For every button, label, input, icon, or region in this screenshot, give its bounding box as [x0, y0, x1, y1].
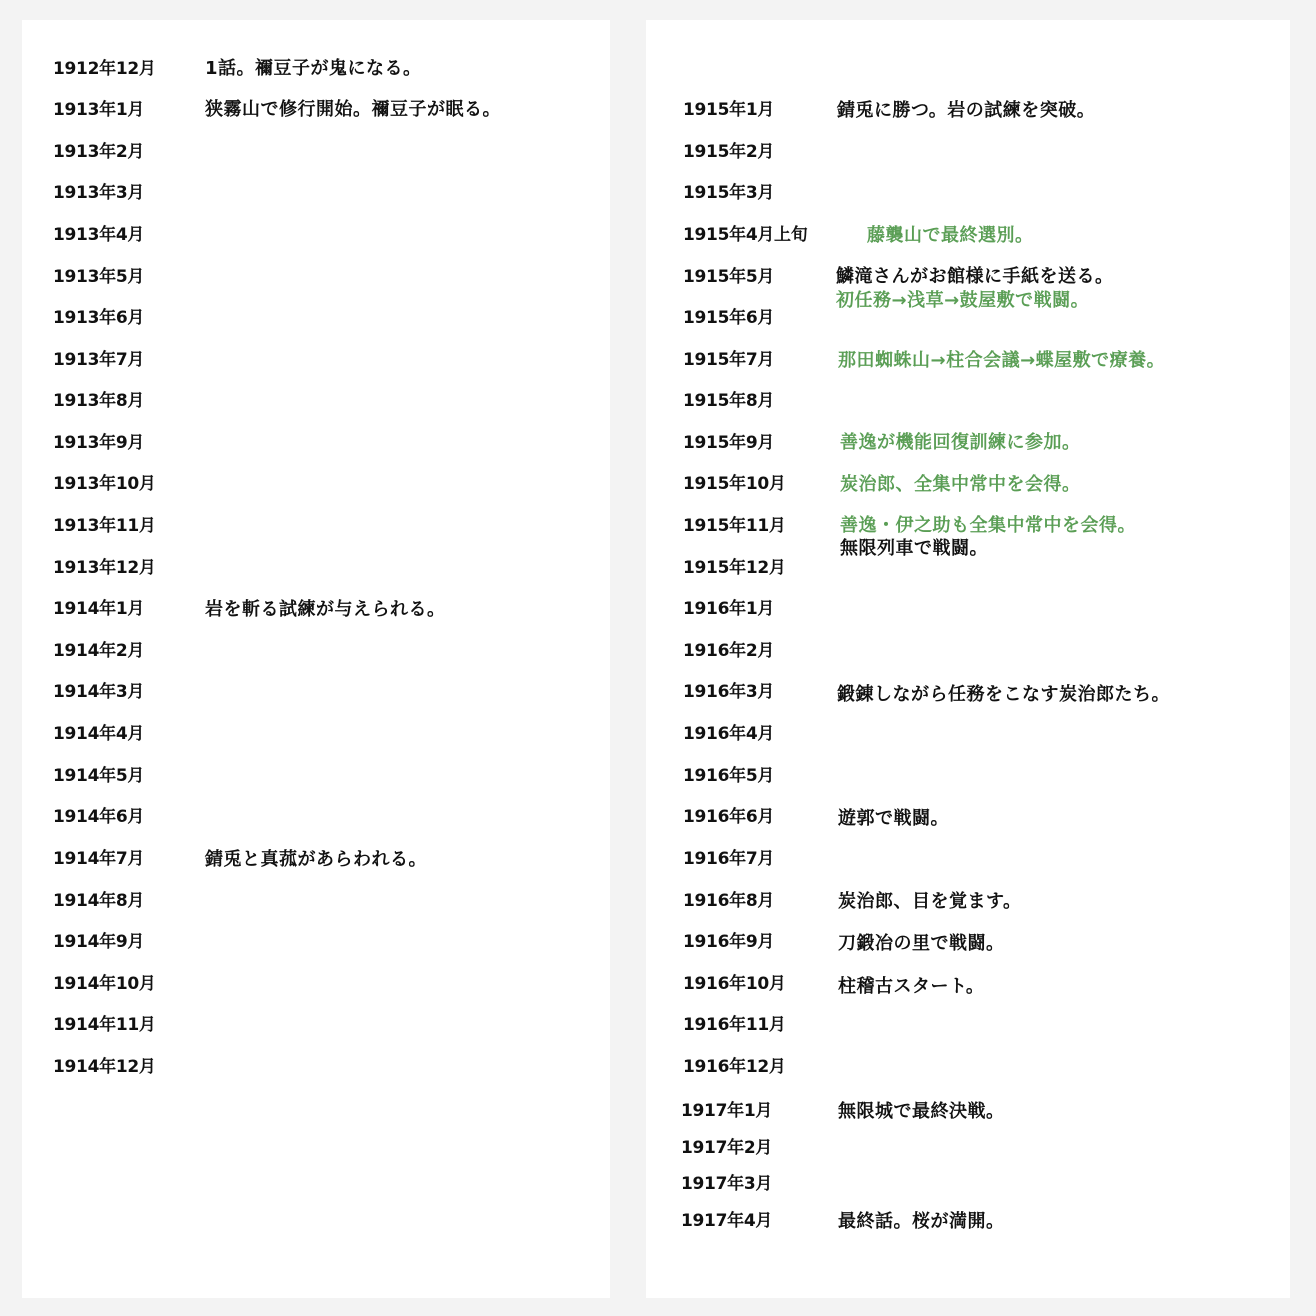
date-label: 1914年7月	[53, 849, 145, 869]
date-label: 1913年2月	[53, 142, 145, 162]
date-label: 1913年8月	[53, 391, 145, 411]
date-label: 1914年9月	[53, 932, 145, 952]
date-label: 1913年7月	[53, 350, 145, 370]
date-label: 1915年9月	[683, 433, 775, 453]
date-label: 1915年2月	[683, 142, 775, 162]
date-label: 1914年11月	[53, 1015, 156, 1035]
event-text: 岩を斬る試練が与えられる。	[205, 599, 446, 620]
event-text-highlight: 善逸・伊之助も全集中常中を会得。	[840, 515, 1136, 536]
event-text: 無限城で最終決戦。	[838, 1101, 1005, 1122]
date-label: 1916年10月	[683, 974, 786, 994]
date-label: 1915年12月	[683, 558, 786, 578]
event-text-highlight: 初任務→浅草→鼓屋敷で戦闘。	[836, 290, 1090, 311]
date-label: 1913年3月	[53, 183, 145, 203]
date-label: 1914年3月	[53, 682, 145, 702]
date-label: 1913年10月	[53, 474, 156, 494]
date-label: 1915年1月	[683, 100, 775, 120]
event-text: 柱稽古スタート。	[838, 976, 985, 997]
date-label: 1915年4月上旬	[683, 225, 808, 245]
date-label: 1916年3月	[683, 682, 775, 702]
date-label: 1914年6月	[53, 807, 145, 827]
event-text-highlight: 善逸が機能回復訓練に参加。	[840, 432, 1081, 453]
date-label: 1916年11月	[683, 1015, 786, 1035]
event-text: 最終話。桜が満開。	[838, 1211, 1005, 1232]
date-label: 1915年7月	[683, 350, 775, 370]
date-label: 1914年5月	[53, 766, 145, 786]
date-label: 1913年5月	[53, 267, 145, 287]
date-label: 1913年9月	[53, 433, 145, 453]
date-label: 1913年12月	[53, 558, 156, 578]
date-label: 1915年10月	[683, 474, 786, 494]
date-label: 1916年6月	[683, 807, 775, 827]
date-label: 1917年3月	[681, 1174, 773, 1194]
date-label: 1916年5月	[683, 766, 775, 786]
date-label: 1917年1月	[681, 1101, 773, 1121]
date-label: 1916年8月	[683, 891, 775, 911]
date-label: 1916年7月	[683, 849, 775, 869]
event-text-highlight: 炭治郎、全集中常中を会得。	[840, 474, 1081, 495]
date-label: 1914年4月	[53, 724, 145, 744]
date-label: 1914年12月	[53, 1057, 156, 1077]
date-label: 1913年6月	[53, 308, 145, 328]
date-label: 1916年12月	[683, 1057, 786, 1077]
date-label: 1917年2月	[681, 1138, 773, 1158]
event-text: 1話。禰豆子が鬼になる。	[205, 58, 422, 79]
date-label: 1914年8月	[53, 891, 145, 911]
date-label: 1916年4月	[683, 724, 775, 744]
date-label: 1912年12月	[53, 59, 156, 79]
date-label: 1914年2月	[53, 641, 145, 661]
date-label: 1915年5月	[683, 267, 775, 287]
date-label: 1914年1月	[53, 599, 145, 619]
date-label: 1913年1月	[53, 100, 145, 120]
event-text: 無限列車で戦闘。	[840, 538, 988, 559]
date-label: 1913年11月	[53, 516, 156, 536]
event-text-highlight: 那田蜘蛛山→柱合会議→蝶屋敷で療養。	[838, 350, 1166, 371]
date-label: 1914年10月	[53, 974, 156, 994]
event-text-highlight: 藤襲山で最終選別。	[867, 225, 1034, 246]
event-text: 刀鍛冶の里で戦闘。	[838, 933, 1005, 954]
event-text: 炭治郎、目を覚ます。	[838, 891, 1022, 912]
date-label: 1915年8月	[683, 391, 775, 411]
date-label: 1917年4月	[681, 1211, 773, 1231]
event-text: 遊郭で戦闘。	[838, 808, 949, 829]
date-label: 1915年11月	[683, 516, 786, 536]
event-text: 鱗滝さんがお館様に手紙を送る。	[836, 266, 1114, 287]
date-label: 1915年6月	[683, 308, 775, 328]
date-label: 1916年2月	[683, 641, 775, 661]
event-text: 錆兎に勝つ。岩の試練を突破。	[837, 100, 1096, 121]
date-label: 1913年4月	[53, 225, 145, 245]
event-text: 狭霧山で修行開始。禰豆子が眠る。	[205, 99, 501, 120]
date-label: 1916年1月	[683, 599, 775, 619]
date-label: 1916年9月	[683, 932, 775, 952]
event-text: 鍛錬しながら任務をこなす炭治郎たち。	[837, 684, 1170, 705]
date-label: 1915年3月	[683, 183, 775, 203]
event-text: 錆兎と真菰があらわれる。	[205, 849, 427, 870]
